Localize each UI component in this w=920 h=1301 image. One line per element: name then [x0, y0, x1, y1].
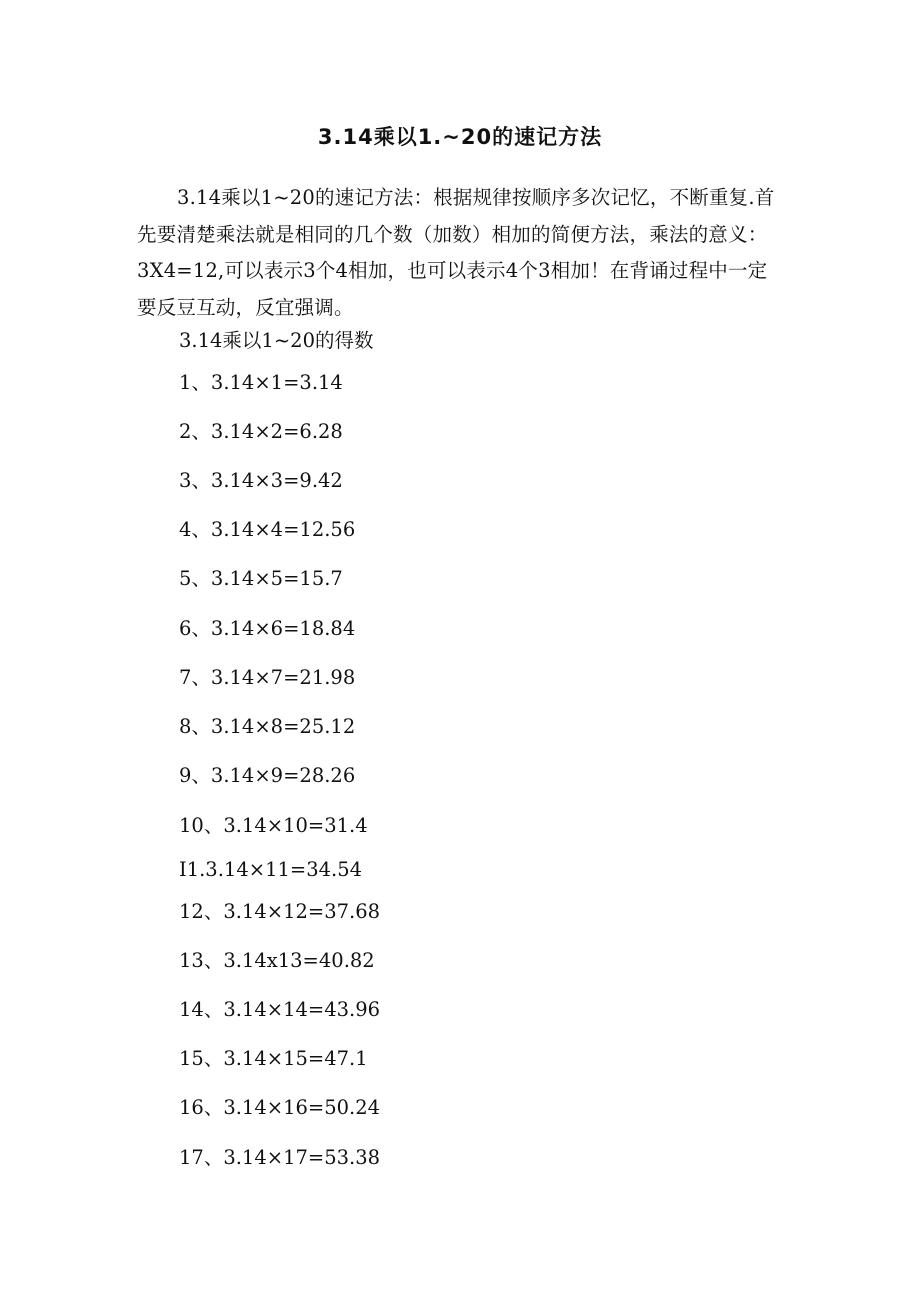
result-line: 14、3.14×14=43.96 [179, 998, 381, 1021]
result-line: 10、3.14×10=31.4 [179, 814, 368, 837]
result-line: 4、3.14×4=12.56 [179, 518, 356, 541]
result-line: 12、3.14×12=37.68 [179, 900, 381, 923]
result-line: 8、3.14×8=25.12 [179, 715, 356, 738]
result-line: 17、3.14×17=53.38 [179, 1146, 381, 1169]
results-subheading: 3.14乘以1~20的得数 [179, 329, 374, 352]
result-line: 3、3.14×3=9.42 [179, 469, 343, 492]
result-line: 9、3.14×9=28.26 [179, 764, 356, 787]
result-line: 16、3.14×16=50.24 [179, 1096, 381, 1119]
result-line: 13、3.14x13=40.82 [179, 949, 375, 972]
result-line: 2、3.14×2=6.28 [179, 420, 343, 443]
result-line: 6、3.14×6=18.84 [179, 617, 356, 640]
result-line: 15、3.14×15=47.1 [179, 1047, 368, 1070]
result-line: 7、3.14×7=21.98 [179, 666, 356, 689]
result-line: I1.3.14×11=34.54 [179, 858, 363, 881]
result-line: 1、3.14×1=3.14 [179, 371, 343, 394]
document-title: 3.14乘以1.~20的速记方法 [317, 125, 603, 149]
result-line: 5、3.14×5=15.7 [179, 567, 343, 590]
intro-paragraph: 3.14乘以1~20的速记方法：根据规律按顺序多次记忆，不断重复.首先要清楚乘法就是相同的几个数（加数）相加的简便方法，乘法的意义：3X4=12,可以表示3个4相加，也可以表示4个3相加！在背诵过程中一定要反豆互动，反宜强调。 [137, 186, 775, 319]
